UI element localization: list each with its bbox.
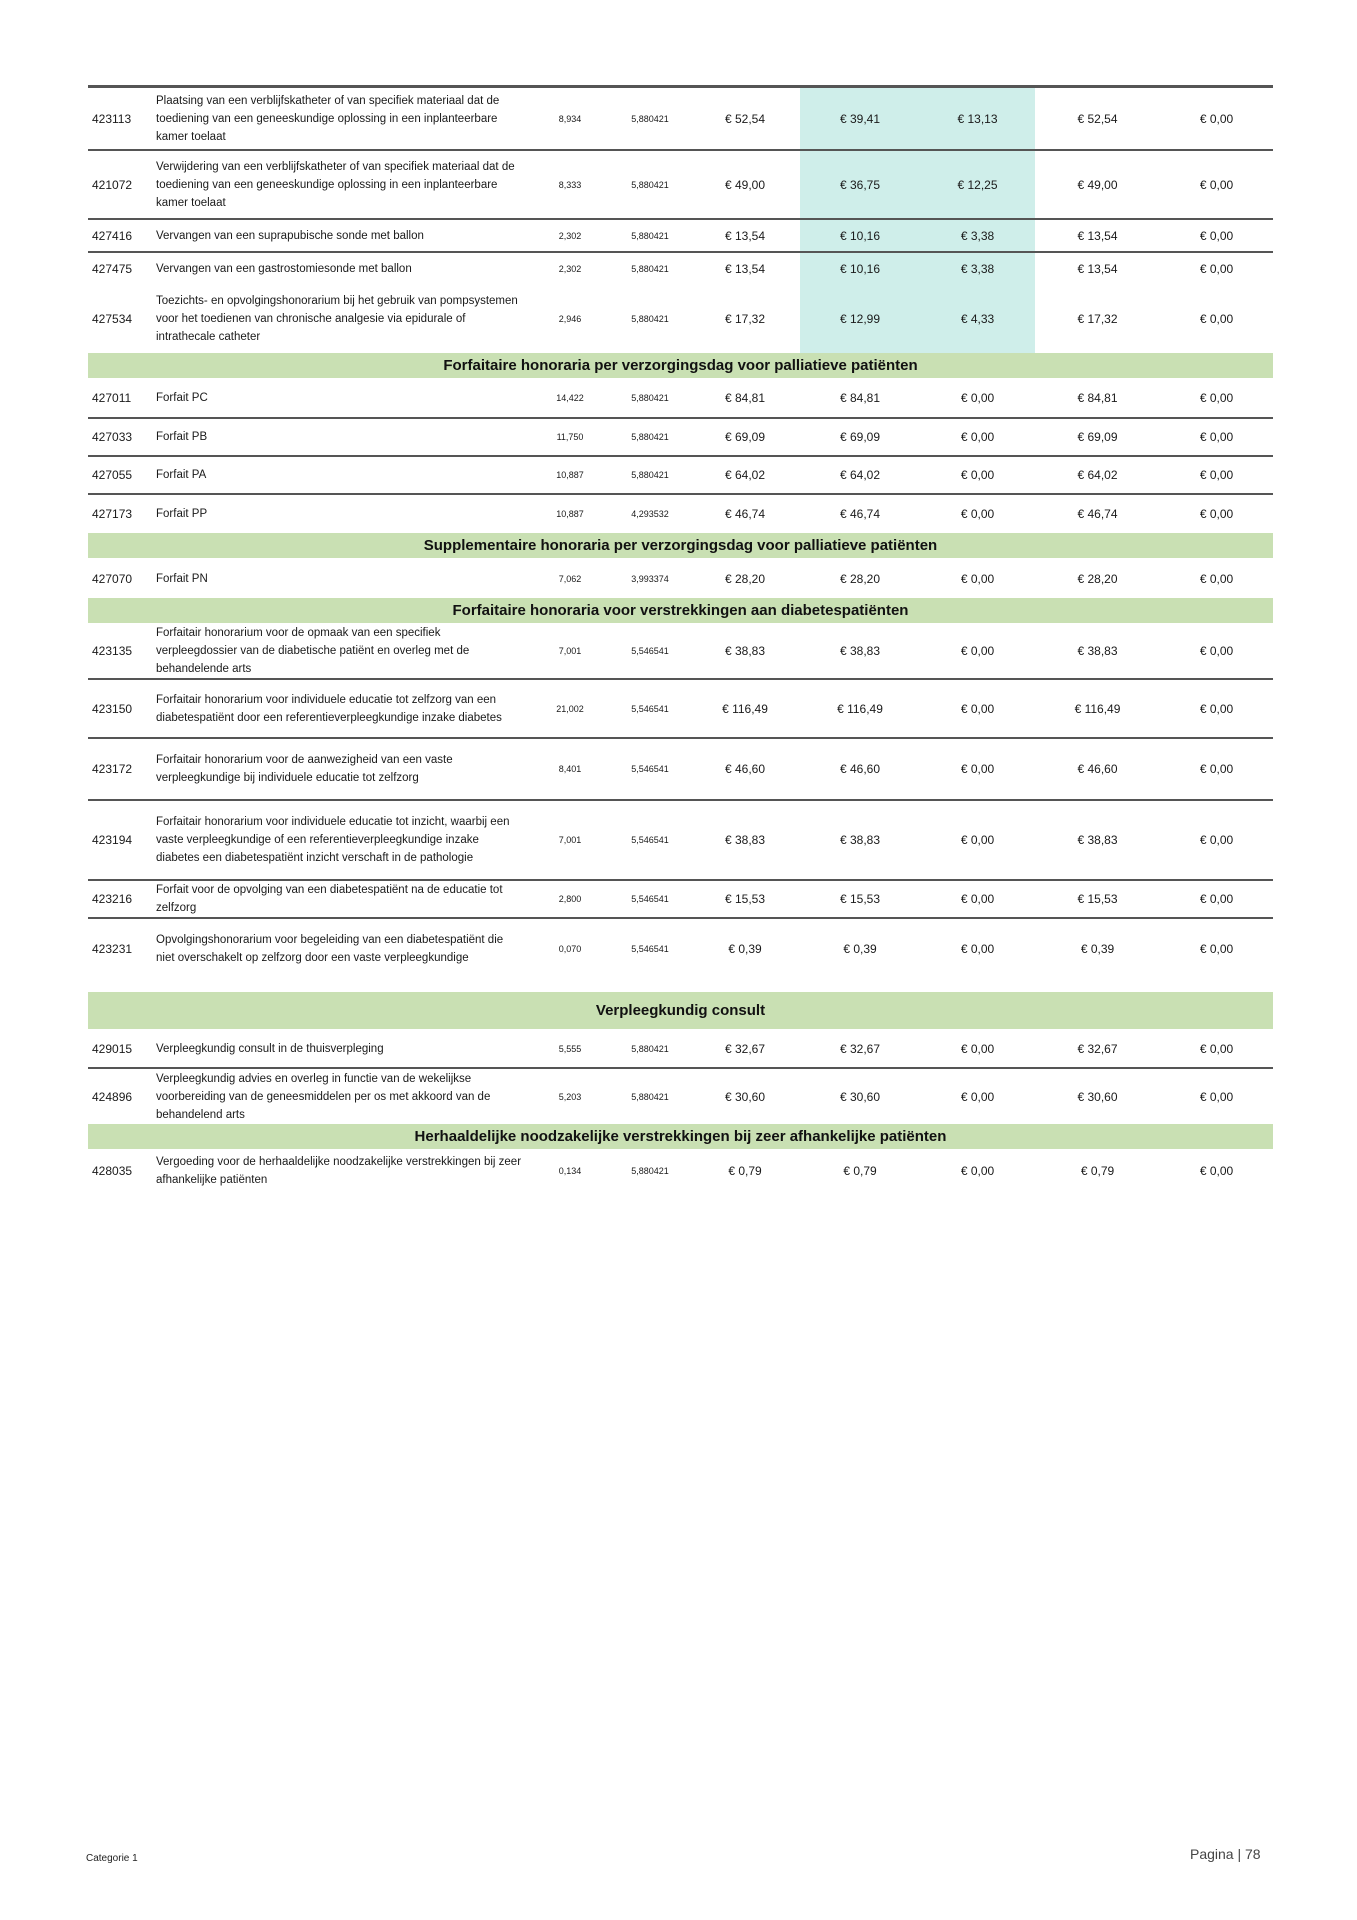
coefficient-cell: 5,546541 [631, 835, 669, 845]
code-cell: 427070 [92, 571, 133, 586]
table-row [88, 680, 1273, 739]
coefficient-cell: 5,880421 [631, 393, 669, 403]
personal-share-cell: € 0,00 [1199, 941, 1234, 956]
reimbursement-cell: € 84,81 [1077, 391, 1118, 405]
coefficient-cell: 5,880421 [631, 470, 669, 480]
coefficient-cell: 5,546541 [631, 764, 669, 774]
reimbursement-cell: € 49,00 [1077, 177, 1118, 192]
n-value-cell: 5,203 [558, 1091, 582, 1102]
fee-cell: € 28,20 [724, 571, 766, 586]
description-cell: Forfaitair honorarium voor de aanwezigheid van een vaste verpleegkundige bij individuele educatie tot zelfzorg [156, 754, 453, 784]
description-cell: Forfaitair honorarium voor de opmaak van een specifiek verpleegdossier van de diabetische patiënt en overleg met de behandelende arts [156, 627, 470, 675]
n-value-cell: 21,002 [556, 703, 584, 714]
share-b-cell: € 0,00 [960, 507, 995, 521]
share-a-cell: € 46,74 [839, 507, 881, 521]
share-a-cell: € 30,60 [839, 1089, 881, 1104]
personal-share-cell: € 0,00 [1199, 507, 1234, 521]
fee-cell: € 15,53 [724, 892, 766, 906]
code-cell: 423113 [92, 111, 132, 126]
coefficient-cell: 5,546541 [631, 943, 669, 954]
code-cell: 423135 [92, 644, 133, 658]
fee-cell: € 17,32 [724, 312, 766, 326]
share-a-cell: € 10,16 [800, 253, 920, 285]
share-b-cell: € 0,00 [960, 1041, 995, 1056]
description-cell: Forfait PA [156, 469, 207, 481]
personal-share-cell: € 0,00 [1199, 391, 1234, 405]
reimbursement-cell: € 38,83 [1077, 833, 1118, 847]
code-cell: 423216 [92, 892, 133, 906]
personal-share-cell: € 0,00 [1199, 312, 1234, 326]
share-a-cell: € 84,81 [839, 391, 881, 405]
description-cell: Plaatsing van een verblijfskatheter of van specifiek materiaal dat de toediening van een geneeskundige oplossing in een inplanteerbare kamer toelaat [156, 94, 500, 143]
description-cell: Toezichts- en opvolgingshonorarium bij het gebruik van pompsystemen voor het toedienen van chronische analgesie via epidurale of intrathecale catheter [156, 295, 518, 343]
code-cell: 423150 [92, 701, 133, 716]
table-row [88, 253, 1273, 285]
table-row [88, 1150, 1273, 1192]
table-row [88, 419, 1273, 457]
description-cell: Vergoeding voor de herhaaldelijke noodzakelijke verstrekkingen bij zeer afhankelijke patiënten [156, 1156, 522, 1186]
share-b-cell: € 0,00 [960, 701, 995, 716]
footer-category: Categorie 1 [86, 1853, 138, 1864]
code-cell: 427475 [92, 262, 133, 276]
fee-cell: € 49,00 [724, 177, 766, 192]
personal-share-cell: € 0,00 [1199, 262, 1234, 276]
section-header [88, 533, 1273, 559]
reimbursement-cell: € 0,79 [1080, 1164, 1115, 1178]
reimbursement-cell: € 32,67 [1077, 1041, 1118, 1056]
reimbursement-cell: € 69,09 [1077, 430, 1118, 444]
coefficient-cell: 5,880421 [631, 1043, 669, 1054]
n-value-cell: 10,887 [556, 470, 584, 480]
share-b-cell: € 0,00 [960, 571, 995, 586]
section-title: Herhaaldelijke noodzakelijke verstrekkingen bij zeer afhankelijke patiënten [414, 1128, 947, 1145]
n-value-cell: 0,134 [558, 1166, 582, 1176]
share-b-cell: € 0,00 [960, 833, 995, 847]
reimbursement-cell: € 0,39 [1080, 941, 1115, 956]
coefficient-cell: 4,293532 [631, 509, 669, 519]
reimbursement-cell: € 52,54 [1077, 111, 1118, 126]
tariff-table [88, 85, 1273, 1192]
fee-cell: € 30,60 [724, 1089, 766, 1104]
coefficient-cell: 5,880421 [631, 1091, 669, 1102]
code-cell: 423172 [92, 762, 133, 776]
description-cell: Forfait PC [156, 392, 208, 404]
coefficient-cell: 5,880421 [631, 314, 669, 324]
share-b-cell: € 0,00 [960, 391, 995, 405]
fee-cell: € 116,49 [722, 701, 768, 716]
coefficient-cell: 5,880421 [631, 230, 669, 241]
n-value-cell: 0,070 [558, 943, 582, 954]
section-title: Forfaitaire honoraria per verzorgingsdag voor palliatieve patiënten [443, 357, 918, 374]
code-cell: 423194 [92, 833, 133, 847]
description-cell: Forfait PB [156, 431, 208, 443]
n-value-cell: 2,302 [558, 264, 582, 274]
code-cell: 427033 [92, 430, 133, 444]
coefficient-cell: 5,546541 [631, 646, 669, 656]
description-cell: Forfaitair honorarium voor individuele educatie tot inzicht, waarbij een vaste verpleegkundige of een referentieverpleegkundige inzake diabetes een diabetespatiënt inzicht verschaft in de pathologie [156, 816, 510, 864]
personal-share-cell: € 0,00 [1199, 701, 1234, 716]
table-row [88, 739, 1273, 801]
personal-share-cell: € 0,00 [1199, 644, 1234, 658]
n-value-cell: 8,934 [558, 113, 582, 124]
fee-cell: € 69,09 [724, 430, 766, 444]
table-row [88, 220, 1273, 253]
description-cell: Verwijdering van een verblijfskatheter of van specifiek materiaal dat de toediening van een geneeskundige oplossing in een inplanteerbare kamer toelaat [156, 160, 515, 209]
fee-cell: € 13,54 [724, 262, 766, 276]
share-a-cell: € 38,83 [839, 644, 881, 658]
fee-cell: € 0,79 [728, 1164, 762, 1178]
coefficient-cell: 3,993374 [631, 573, 669, 584]
table-row [88, 801, 1273, 881]
fee-cell: € 32,67 [724, 1041, 766, 1056]
share-a-cell: € 28,20 [839, 571, 881, 586]
description-cell: Vervangen van een suprapubische sonde met ballon [156, 229, 424, 242]
section-header [88, 598, 1273, 624]
n-value-cell: 8,401 [558, 764, 582, 774]
description-cell: Opvolgingshonorarium voor begeleiding van een diabetespatiënt die niet overschakelt op zelfzorg door een vaste verpleegkundige [156, 933, 504, 964]
table-row [88, 88, 1273, 151]
description-cell: Vervangen van een gastrostomiesonde met ballon [156, 263, 412, 275]
share-a-cell: € 38,83 [839, 833, 881, 847]
fee-cell: € 13,54 [724, 228, 766, 243]
share-b-cell: € 0,00 [960, 430, 995, 444]
reimbursement-cell: € 17,32 [1077, 312, 1118, 326]
table-row [88, 919, 1273, 978]
share-a-cell: € 32,67 [839, 1041, 881, 1056]
personal-share-cell: € 0,00 [1199, 1164, 1234, 1178]
code-cell: 428035 [92, 1164, 133, 1178]
n-value-cell: 2,946 [558, 314, 582, 324]
section-header [88, 1124, 1273, 1150]
personal-share-cell: € 0,00 [1199, 177, 1234, 192]
n-value-cell: 11,750 [556, 432, 584, 442]
table-row [88, 1069, 1273, 1124]
n-value-cell: 14,422 [556, 393, 584, 403]
share-b-cell: € 0,00 [960, 468, 995, 482]
description-cell: Forfait PP [156, 508, 208, 520]
table-row [88, 495, 1273, 533]
fee-cell: € 0,39 [728, 941, 762, 956]
reimbursement-cell: € 46,74 [1077, 507, 1118, 521]
share-a-cell: € 116,49 [837, 701, 883, 716]
share-a-cell: € 46,60 [839, 762, 881, 776]
personal-share-cell: € 0,00 [1199, 892, 1234, 906]
section-title: Supplementaire honoraria per verzorgingsdag voor palliatieve patiënten [423, 537, 938, 554]
personal-share-cell: € 0,00 [1199, 762, 1234, 776]
reimbursement-cell: € 13,54 [1077, 262, 1118, 276]
share-b-cell: € 0,00 [960, 1089, 995, 1104]
section-title: Verpleegkundig consult [595, 1002, 766, 1019]
share-a-cell: € 36,75 [800, 151, 920, 218]
code-cell: 427173 [92, 507, 133, 521]
section-header [88, 992, 1273, 1030]
coefficient-cell: 5,880421 [631, 113, 669, 124]
fee-cell: € 38,83 [724, 644, 766, 658]
n-value-cell: 2,302 [558, 230, 582, 241]
share-b-cell: € 0,00 [960, 892, 995, 906]
code-cell: 427534 [92, 312, 133, 326]
table-row [88, 151, 1273, 220]
share-b-cell: € 0,00 [960, 762, 995, 776]
table-row [88, 285, 1273, 353]
coefficient-cell: 5,880421 [631, 432, 669, 442]
code-cell: 427416 [92, 228, 133, 243]
description-cell: Forfait PN [156, 572, 208, 585]
share-a-cell: € 12,99 [800, 285, 920, 353]
coefficient-cell: 5,546541 [631, 894, 669, 904]
reimbursement-cell: € 46,60 [1077, 762, 1118, 776]
reimbursement-cell: € 28,20 [1077, 571, 1118, 586]
share-a-cell: € 64,02 [839, 468, 881, 482]
description-cell: Verpleegkundig consult in de thuisverpleging [156, 1042, 384, 1055]
fee-cell: € 84,81 [724, 391, 766, 405]
code-cell: 429015 [92, 1041, 133, 1056]
coefficient-cell: 5,880421 [631, 179, 669, 190]
share-a-cell: € 0,79 [843, 1164, 877, 1178]
share-b-cell: € 0,00 [960, 1164, 995, 1178]
coefficient-cell: 5,546541 [631, 703, 669, 714]
personal-share-cell: € 0,00 [1199, 1089, 1234, 1104]
reimbursement-cell: € 38,83 [1077, 644, 1118, 658]
reimbursement-cell: € 64,02 [1077, 468, 1118, 482]
share-a-cell: € 69,09 [839, 430, 881, 444]
code-cell: 427055 [92, 468, 133, 482]
reimbursement-cell: € 30,60 [1077, 1089, 1118, 1104]
fee-cell: € 46,74 [724, 507, 766, 521]
code-cell: 421072 [92, 177, 133, 192]
coefficient-cell: 5,880421 [631, 264, 669, 274]
table-row [88, 457, 1273, 495]
share-b-cell: € 12,25 [920, 151, 1035, 218]
personal-share-cell: € 0,00 [1199, 228, 1234, 243]
reimbursement-cell: € 13,54 [1077, 228, 1118, 243]
description-cell: Verpleegkundig advies en overleg in functie van de wekelijkse voorbereiding van de geneesmiddelen per os met akkoord van de behandelend arts [156, 1072, 491, 1121]
code-cell: 427011 [92, 391, 132, 405]
table-row [88, 624, 1273, 680]
fee-cell: € 38,83 [724, 833, 766, 847]
section-title: Forfaitaire honoraria voor verstrekkingen aan diabetespatiënten [452, 602, 909, 619]
description-cell: Forfait voor de opvolging van een diabetespatiënt na de educatie tot zelfzorg [156, 884, 503, 914]
n-value-cell: 7,001 [558, 646, 582, 656]
coefficient-cell: 5,880421 [631, 1166, 669, 1176]
personal-share-cell: € 0,00 [1199, 111, 1234, 126]
personal-share-cell: € 0,00 [1199, 571, 1234, 586]
share-b-cell: € 0,00 [960, 644, 995, 658]
code-cell: 424896 [92, 1089, 133, 1104]
fee-cell: € 64,02 [724, 468, 766, 482]
share-a-cell: € 0,39 [843, 941, 877, 956]
n-value-cell: 10,887 [556, 509, 584, 519]
personal-share-cell: € 0,00 [1199, 833, 1234, 847]
personal-share-cell: € 0,00 [1199, 430, 1234, 444]
table-row [88, 559, 1273, 598]
share-b-cell: € 4,33 [920, 285, 1035, 353]
n-value-cell: 2,800 [558, 894, 582, 904]
fee-cell: € 46,60 [724, 762, 766, 776]
personal-share-cell: € 0,00 [1199, 468, 1234, 482]
share-a-cell: € 15,53 [839, 892, 881, 906]
share-b-cell: € 3,38 [920, 220, 1035, 251]
n-value-cell: 5,555 [558, 1043, 582, 1054]
table-row [88, 379, 1273, 419]
page-number: Pagina | 78 [1190, 1846, 1261, 1862]
personal-share-cell: € 0,00 [1199, 1041, 1234, 1056]
description-cell: Forfaitair honorarium voor individuele educatie tot zelfzorg van een diabetespatiënt door een referentieverpleegkundige inzake diabetes [156, 693, 502, 724]
n-value-cell: 7,062 [558, 573, 582, 584]
n-value-cell: 7,001 [558, 835, 582, 845]
share-b-cell: € 13,13 [920, 88, 1035, 149]
table-row [88, 1030, 1273, 1069]
fee-cell: € 52,54 [724, 111, 766, 126]
table-row [88, 881, 1273, 919]
share-a-cell: € 10,16 [800, 220, 920, 251]
code-cell: 423231 [92, 941, 133, 956]
share-a-cell: € 39,41 [800, 88, 920, 149]
section-header [88, 353, 1273, 379]
reimbursement-cell: € 15,53 [1077, 892, 1118, 906]
share-b-cell: € 3,38 [920, 253, 1035, 285]
share-b-cell: € 0,00 [960, 941, 995, 956]
n-value-cell: 8,333 [558, 179, 582, 190]
reimbursement-cell: € 116,49 [1074, 701, 1121, 716]
